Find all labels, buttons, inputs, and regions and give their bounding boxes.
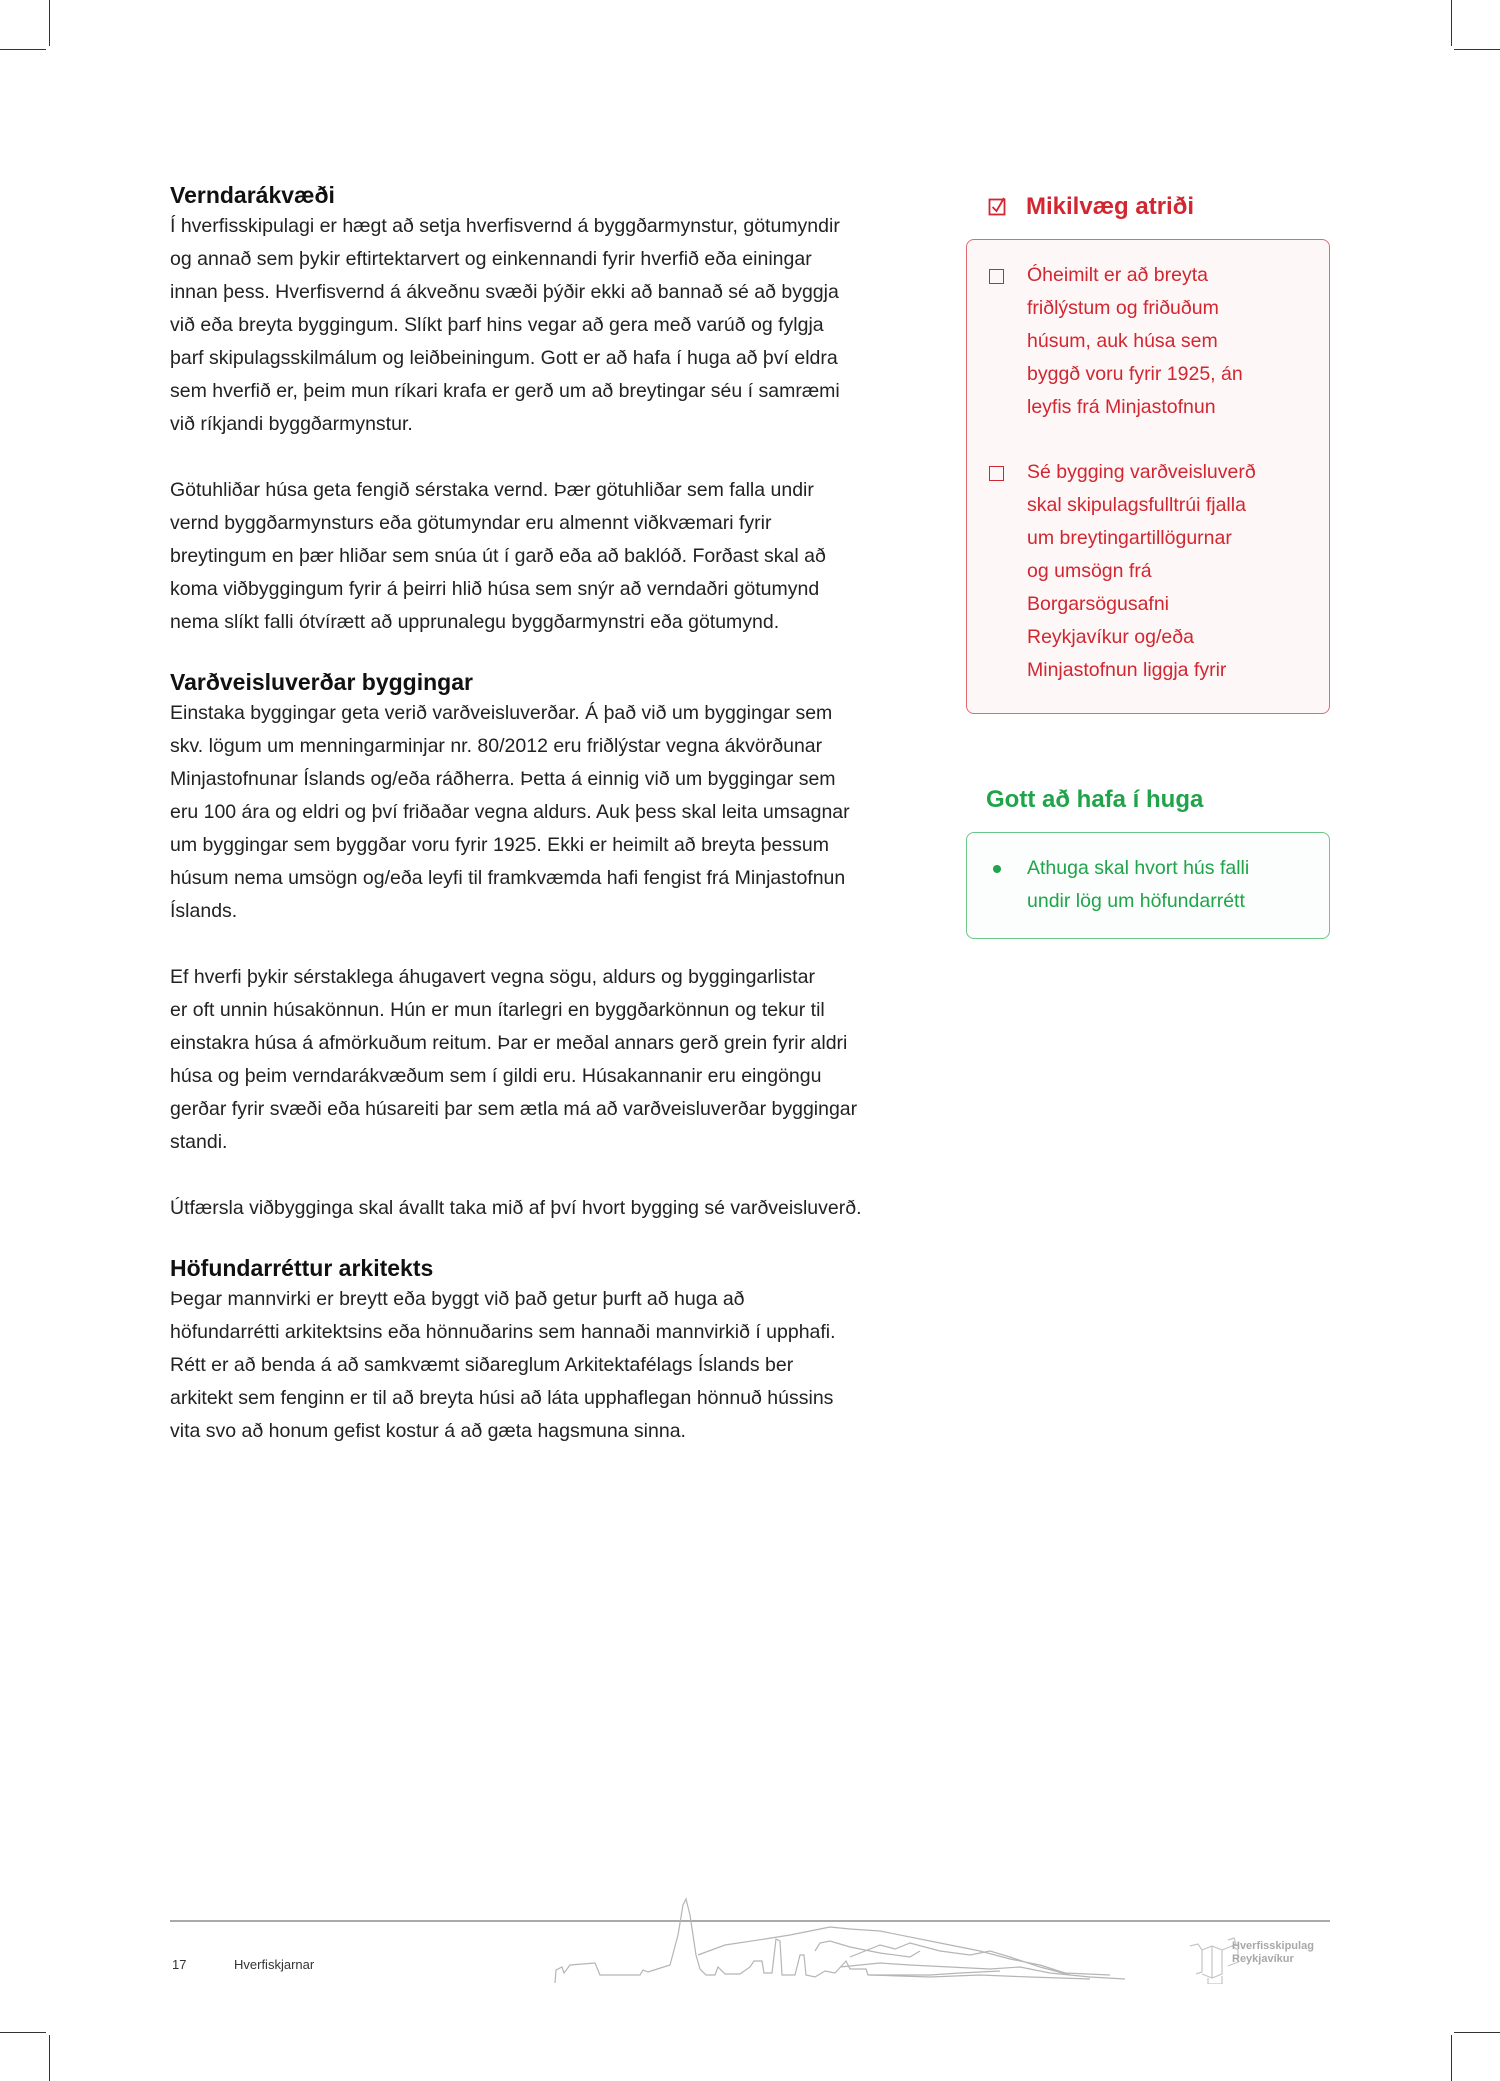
text-line: þarf skipulagsskilmálum og leiðbeiningum. Gott er að hafa í huga að því eldra	[170, 347, 838, 369]
paragraph	[170, 1192, 950, 1225]
text-line: standi.	[170, 1131, 228, 1153]
text-line: um breytingartillögurnar	[1027, 527, 1232, 549]
text-line: leyfis frá Minjastofnun	[1027, 396, 1216, 418]
text-line: Borgarsögusafni	[1027, 593, 1170, 615]
paragraph	[170, 961, 950, 1159]
text-line: byggð voru fyrir 1925, án	[1027, 363, 1243, 385]
text-line: koma viðbyggingum fyrir á þeirri hlið húsa sem snýr að verndaðri götumynd	[170, 578, 820, 600]
text-line: er oft unnin húsakönnun. Hún er mun ítarlegri en byggðarkönnun og tekur til	[170, 999, 825, 1021]
crop-mark	[1451, 2035, 1452, 2081]
text-line: vernd byggðarmynsturs eða götumyndar eru almennt viðkvæmari fyrir	[170, 512, 772, 534]
logo-text-line1: Hverfisskipulag	[1232, 1940, 1314, 1952]
text-line: einstakra húsa á afmörkuðum reitum. Þar er meðal annars gerð grein fyrir aldri	[170, 1032, 848, 1054]
text-line: gerðar fyrir svæði eða húsareiti þar sem ætla má að varðveisluverðar byggingar	[170, 1098, 858, 1120]
text-line: arkitekt sem fenginn er til að breyta húsi að láta upphaflegan hönnuð hússins	[170, 1387, 834, 1409]
text-line: skal skipulagsfulltrúi fjalla	[1027, 494, 1246, 516]
text-line: Minjastofnunar Íslands og/eða ráðherra. Þetta á einnig við um byggingar sem	[170, 768, 836, 790]
crop-mark	[49, 0, 50, 46]
text-line: Í hverfisskipulagi er hægt að setja hverfisvernd á byggðarmynstur, götumyndir	[170, 215, 840, 237]
text-line: Athuga skal hvort hús falli	[1027, 857, 1250, 879]
text-line: Einstaka byggingar geta verið varðveisluverðar. Á það við um byggingar sem	[170, 702, 833, 724]
text-line: Götuhliðar húsa geta fengið sérstaka vernd. Þær götuhliðar sem falla undir	[170, 479, 814, 501]
section-heading: Höfundarréttur arkitekts	[170, 1255, 434, 1281]
text-line: og umsögn frá	[1027, 560, 1152, 582]
text-line: Ef hverfi þykir sérstaklega áhugavert vegna sögu, aldurs og byggingarlistar	[170, 966, 815, 988]
checkbox-icon	[989, 269, 1004, 284]
paragraph	[170, 474, 950, 639]
text-line: húsum nema umsögn og/eða leyfi til framkvæmda hafi fengist frá Minjastofnun	[170, 867, 846, 889]
crop-mark	[0, 2032, 46, 2033]
text-line: um byggingar sem byggðar voru fyrir 1925. Ekki er heimilt að breyta þessum	[170, 834, 829, 856]
text-line: Útfærsla viðbygginga skal ávallt taka mið af því hvort bygging sé varðveisluverð.	[170, 1197, 862, 1219]
crop-mark	[49, 2035, 50, 2081]
chapter-title: Hverfiskjarnar	[234, 1957, 315, 1972]
text-line: nema slíkt falli ótvírætt að upprunalegu byggðarmynstri eða götumynd.	[170, 611, 780, 633]
text-line: Sé bygging varðveisluverð	[1027, 461, 1256, 483]
text-line: friðlýstum og friðuðum	[1027, 297, 1219, 319]
text-line: húsum, auk húsa sem	[1027, 330, 1218, 352]
crop-mark	[1451, 0, 1452, 46]
page-number: 17	[172, 1957, 187, 1972]
paragraph	[170, 697, 950, 928]
tips-heading: Gott að hafa í huga	[986, 786, 1204, 813]
text-line: Rétt er að benda á að samkvæmt siðareglum Arkitektafélags Íslands ber	[170, 1354, 794, 1376]
important-heading: Mikilvæg atriði	[1026, 193, 1195, 220]
text-line: Reykjavíkur og/eða	[1027, 626, 1194, 648]
text-line: undir lög um höfundarrétt	[1027, 890, 1245, 912]
section-heading: Verndarákvæði	[170, 182, 335, 208]
text-line: húsa og þeim verndarákvæðum sem í gildi eru. Húsakannanir eru eingöngu	[170, 1065, 822, 1087]
text-line: höfundarrétti arkitektsins eða hönnuðarins sem hannaði mannvirkið í upphafi.	[170, 1321, 836, 1343]
logo-text-line2: Reykjavíkur	[1232, 1953, 1294, 1965]
bullet-icon	[993, 865, 1001, 873]
paragraph	[170, 1283, 950, 1448]
crop-mark	[0, 49, 46, 50]
hverfisskipulag-logo	[1188, 1936, 1333, 1984]
section-heading: Varðveisluverðar byggingar	[170, 669, 473, 695]
text-line: við eða breyta byggingum. Slíkt þarf hins vegar að gera með varúð og fylgja	[170, 314, 824, 336]
text-line: breytingum en þær hliðar sem snúa út í garð eða að baklóð. Forðast skal að	[170, 545, 826, 567]
section-vardveisluverdar-byggingar	[170, 667, 950, 1225]
text-line: Íslands.	[170, 900, 238, 922]
text-line: Þegar mannvirki er breytt eða byggt við það getur þurft að huga að	[170, 1288, 745, 1310]
text-line: vita svo að honum gefist kostur á að gæta hagsmuna sinna.	[170, 1420, 686, 1442]
text-line: innan þess. Hverfisvernd á ákveðnu svæði þýðir ekki að bannað sé að byggja	[170, 281, 839, 303]
text-line: sem hverfið er, þeim mun ríkari krafa er gerð um að breytingar séu í samræmi	[170, 380, 840, 402]
text-line: við ríkjandi byggðarmynstur.	[170, 413, 413, 435]
checkbox-checked-icon	[988, 196, 1008, 216]
crop-mark	[1454, 49, 1500, 50]
section-hofundarrettur	[170, 1253, 950, 1448]
tips-box	[966, 832, 1330, 939]
text-line: Minjastofnun liggja fyrir	[1027, 659, 1227, 681]
text-line: Óheimilt er að breyta	[1027, 264, 1208, 286]
crop-mark	[1454, 2032, 1500, 2033]
checkbox-icon	[989, 466, 1004, 481]
skyline-illustration	[550, 1895, 1140, 1985]
section-verndarakvaedi	[170, 180, 950, 639]
important-box	[966, 239, 1330, 714]
main-content	[170, 180, 950, 1481]
paragraph	[170, 210, 950, 441]
text-line: eru 100 ára og eldri og því friðaðar vegna aldurs. Auk þess skal leita umsagnar	[170, 801, 850, 823]
text-line: og annað sem þykir eftirtektarvert og einkennandi fyrir hverfið eða einingar	[170, 248, 812, 270]
text-line: skv. lögum um menningarminjar nr. 80/2012 eru friðlýstar vegna ákvörðunar	[170, 735, 823, 757]
